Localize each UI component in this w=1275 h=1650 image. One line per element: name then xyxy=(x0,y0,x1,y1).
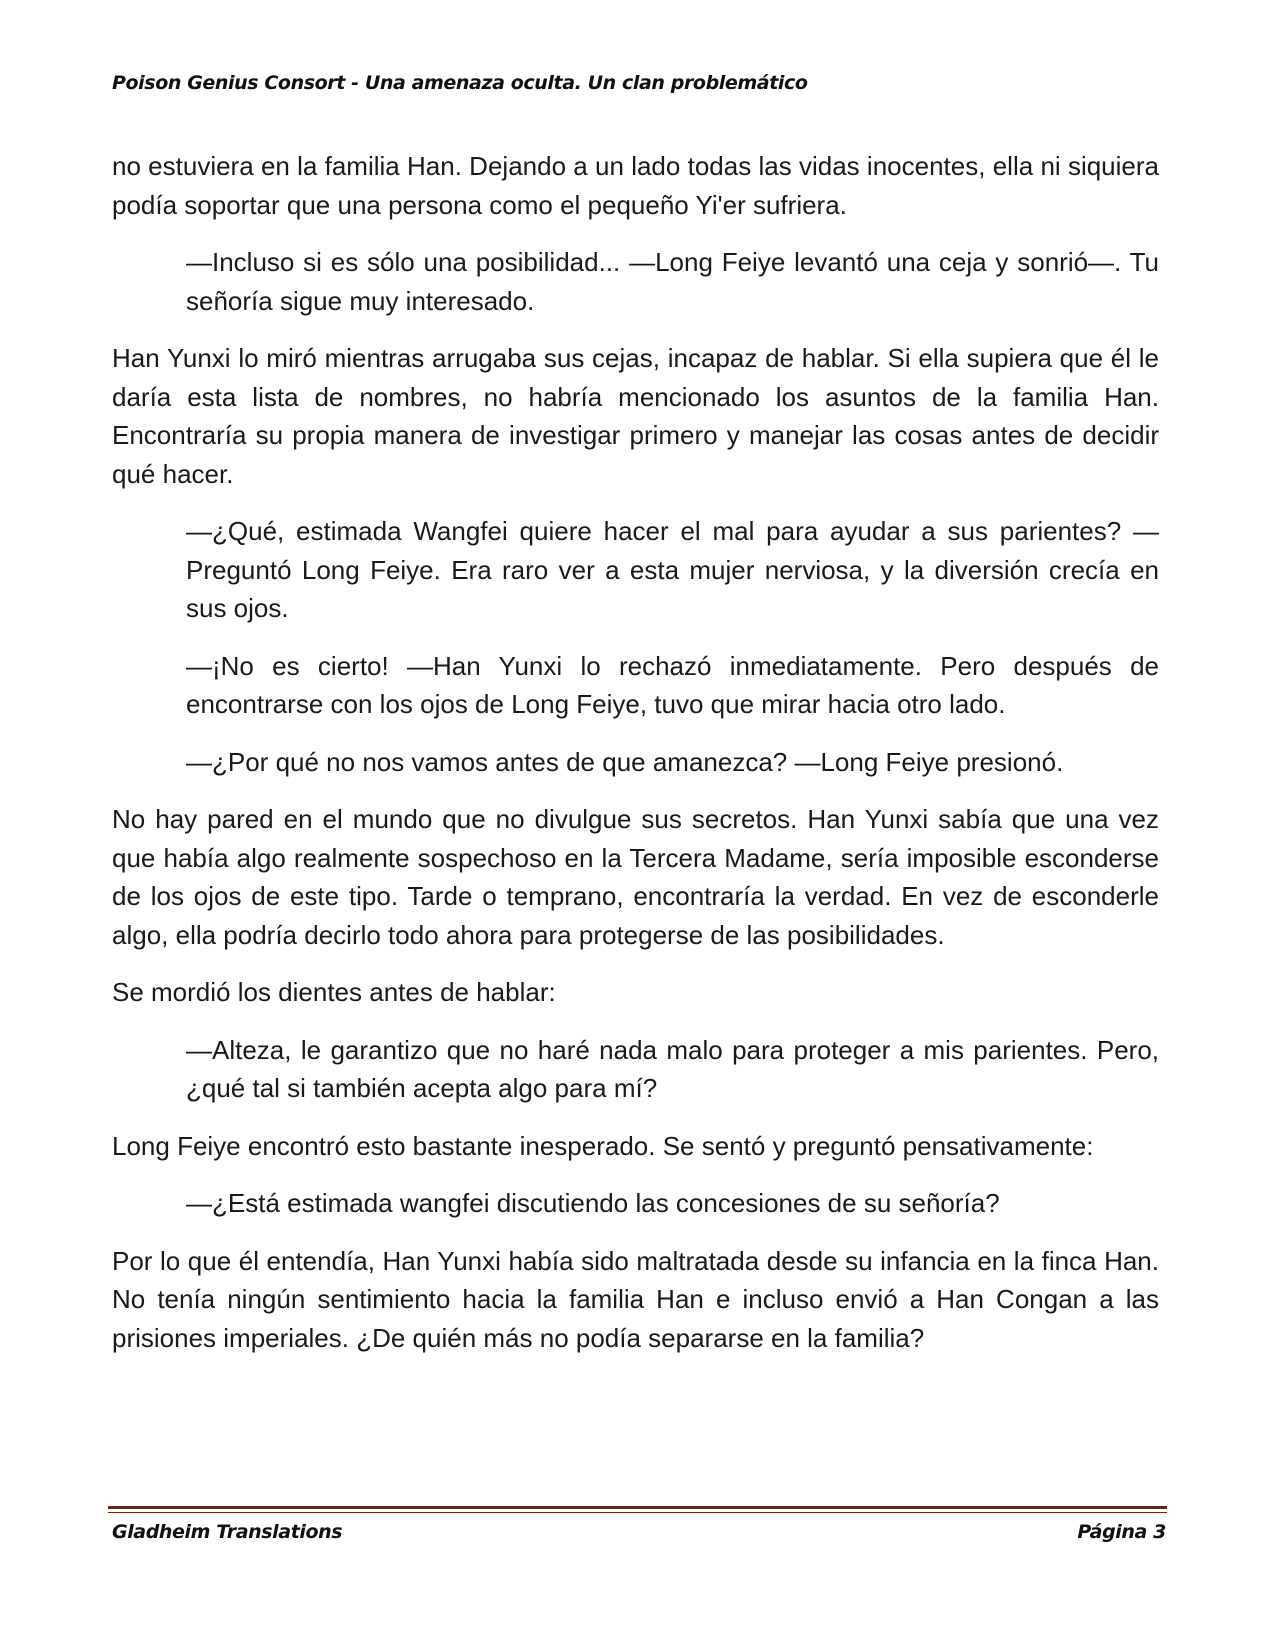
document-body xyxy=(112,147,1159,1376)
dialogue-paragraph: —¿Por qué no nos vamos antes de que amanezca? —Long Feiye presionó. xyxy=(186,746,1064,777)
paragraph: No hay pared en el mundo que no divulgue sus secretos. Han Yunxi sabía que una vez que había algo realmente sospechoso en la Tercera Madame, sería imposible esconderse de los ojos de este tipo. Tarde o temprano, encontraría la verdad. En vez de esconderle algo, ella podría decirlo todo ahora para protegerse de las posibilidades. xyxy=(112,804,1159,950)
footer-translator-credit: Gladheim Translations xyxy=(112,1521,343,1543)
footer-page-number: Página 3 xyxy=(1077,1521,1166,1543)
footer-divider-thick-line xyxy=(108,1506,1167,1509)
dialogue-paragraph: —¿Está estimada wangfei discutiendo las concesiones de su señoría? xyxy=(186,1188,1000,1218)
footer-divider xyxy=(108,1506,1167,1514)
paragraph: Por lo que él entendía, Han Yunxi había sido maltratada desde su infancia en la finca Han. No tenía ningún sentimiento hacia la familia Han e incluso envió a Han Congan a las prisiones imperiales. ¿De quién más no podía separarse en la familia? xyxy=(112,1245,1159,1353)
paragraph: Han Yunxi lo miró mientras arrugaba sus cejas, incapaz de hablar. Si ella supiera que él le daría esta lista de nombres, no habría mencionado los asuntos de la familia Han. Encontraría su propia manera de investigar primero y manejar las cosas antes de decidir qué hacer. xyxy=(112,343,1159,489)
dialogue-paragraph: —Alteza, le garantizo que no haré nada malo para proteger a mis parientes. Pero, ¿qué tal si también acepta algo para mí? xyxy=(186,1034,1159,1103)
paragraph: Se mordió los dientes antes de hablar: xyxy=(112,977,556,1007)
dialogue-paragraph: —¡No es cierto! —Han Yunxi lo rechazó inmediatamente. Pero después de encontrarse con los ojos de Long Feiye, tuvo que mirar hacia otro lado. xyxy=(186,650,1159,719)
footer-divider-thin-line xyxy=(108,1512,1167,1513)
paragraph: no estuviera en la familia Han. Dejando a un lado todas las vidas inocentes, ella ni siquiera podía soportar que una persona como el pequeño Yi'er sufriera. xyxy=(112,151,1159,220)
page-header-title: Poison Genius Consort - Una amenaza oculta. Un clan problemático xyxy=(112,72,808,94)
dialogue-paragraph: —¿Qué, estimada Wangfei quiere hacer el mal para ayudar a sus parientes? —Preguntó Long Feiye. Era raro ver a esta mujer nerviosa, y la diversión crecía en sus ojos. xyxy=(186,516,1159,623)
paragraph: Long Feiye encontró esto bastante inesperado. Se sentó y preguntó pensativamente: xyxy=(112,1130,1094,1161)
dialogue-paragraph: —Incluso si es sólo una posibilidad... —Long Feiye levantó una ceja y sonrió—. Tu señoría sigue muy interesado. xyxy=(186,247,1159,316)
